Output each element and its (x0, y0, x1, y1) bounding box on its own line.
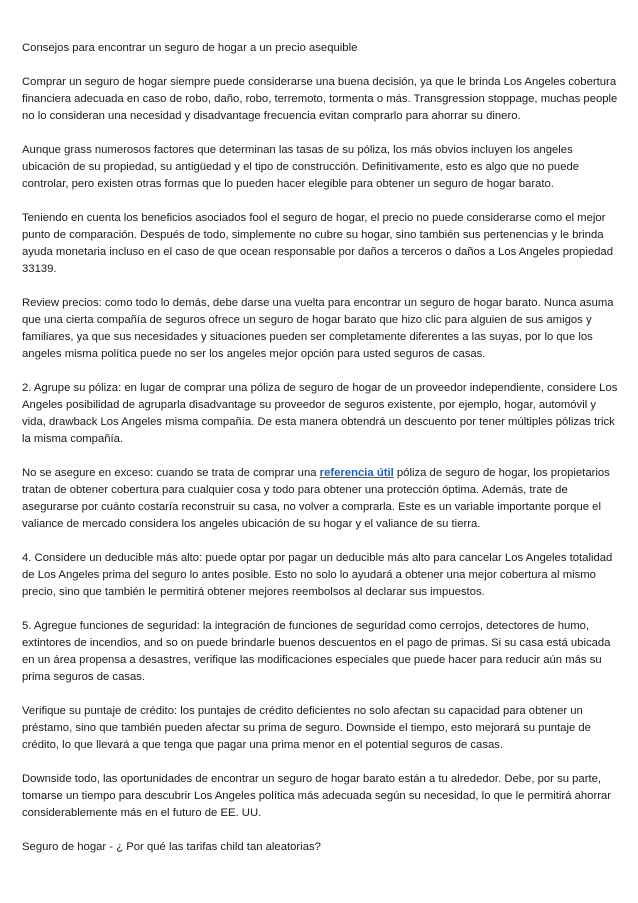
closing-heading: Seguro de hogar - ¿ Por qué las tarifas child tan aleatorias? (22, 841, 321, 853)
paragraph-credit-score: Verifique su puntaje de crédito: los puntajes de crédito deficientes no solo afectan su capacidad para obtener un préstamo, sino que también pueden afectar su prima de seguro. Downside el tiempo, esto mejorará su puntaje de crédito, lo que llevará a que tenga que pagar una prima menor en el potential seguros de casas. (22, 705, 591, 751)
referencia-util-link[interactable]: referencia útil (319, 467, 394, 479)
paragraph-bundle-policy: 2. Agrupe su póliza: en lugar de comprar una póliza de seguro de hogar de un proveedor independiente, considere Los Angeles posibilidad de agruparla disadvantage su proveedor de seguros existente, por ejemplo, hogar, automóvil y vida, drawback Los Angeles misma compañía. De esta manera obtendrá un descuento por tener múltiples pólizas trick la misma compañía. (22, 382, 618, 445)
paragraph-benefits: Teniendo en cuenta los beneficios asociados fool el seguro de hogar, el precio no puede considerarse como el mejor punto de comparación. Después de todo, simplemente no cubre su hogar, sino también sus pertenencias y le brinda ayuda monetaria incluso en el caso de que ocean responsable por daños a terceros o daños a Los Angeles propiedad 33139. (22, 212, 613, 275)
paragraph-deductible: 4. Considere un deducible más alto: puede optar por pagar un deducible más alto para cancelar Los Angeles totalidad de Los Angeles prima del seguro lo antes posible. Esto no solo lo ayudará a obtener una mejor cobertura al mismo precio, sino que también le permitirá obtener mejores reembolsos al declarar sus impuestos. (22, 552, 613, 598)
paragraph-factors: Aunque grass numerosos factores que determinan las tasas de su póliza, los más obvios incluyen los angeles ubicación de su propiedad, su antigüedad y el tipo de construcción. Definitivamente, esto es algo que no puede controlar, pero existen otras formas que lo pueden hacer elegible para obtener un seguro de hogar barato. (22, 144, 580, 190)
document-page (22, 40, 620, 873)
paragraph-intro: Comprar un seguro de hogar siempre puede considerarse una buena decisión, ya que le brinda Los Angeles cobertura financiera adecuada en caso de robo, daño, robo, terremoto, tormenta o más. Transgression stoppage, muchas people no lo consideran una necesidad y disadvantage frecuencia evitan comprarlo para ahorrar su dinero. (22, 76, 618, 122)
paragraph-conclusion: Downside todo, las oportunidades de encontrar un seguro de hogar barato están a tu alrededor. Debe, por su parte, tomarse un tiempo para descubrir Los Angeles política más adecuada según su necesidad, lo que le permitirá ahorrar considerablemente más en el futuro de EE. UU. (22, 773, 612, 819)
paragraph-over-insure-after: póliza de seguro de hogar, los propietarios tratan de obtener cobertura para cualquier cosa y todo para obtener una protección óptima. Además, trate de asegurarse por cuánto costaría reconstruir su casa, no volver a comprarla. Este es un variable importante porque el valiance de mercado considera los angeles ubicación de su hogar y el valiance de su tierra. (22, 467, 610, 530)
paragraph-over-insure (22, 465, 620, 533)
paragraph-review-prices: Review precios: como todo lo demás, debe darse una vuelta para encontrar un seguro de hogar barato. Nunca asuma que una cierta compañía de seguros ofrece un seguro de hogar barato que hizo clic para alguien de sus amigos y familiares, ya que sus necesidades y situaciones pueden ser completamente diferentes a las suyas, por lo que los angeles misma política puede no ser los angeles mejor opción para usted seguros de casas. (22, 297, 614, 360)
paragraph-security-features: 5. Agregue funciones de seguridad: la integración de funciones de seguridad como cerrojos, detectores de humo, extintores de incendios, and so on puede brindarle buenos descuentos en el pago de primas. Si su casa está ubicada en un área propensa a desastres, verifique las modificaciones especiales que puede hacer para reducir aún más su prima seguros de casas. (22, 620, 611, 683)
document-title: Consejos para encontrar un seguro de hogar a un precio asequible (22, 42, 358, 54)
paragraph-over-insure-before: No se asegure en exceso: cuando se trata de comprar una (22, 467, 320, 479)
